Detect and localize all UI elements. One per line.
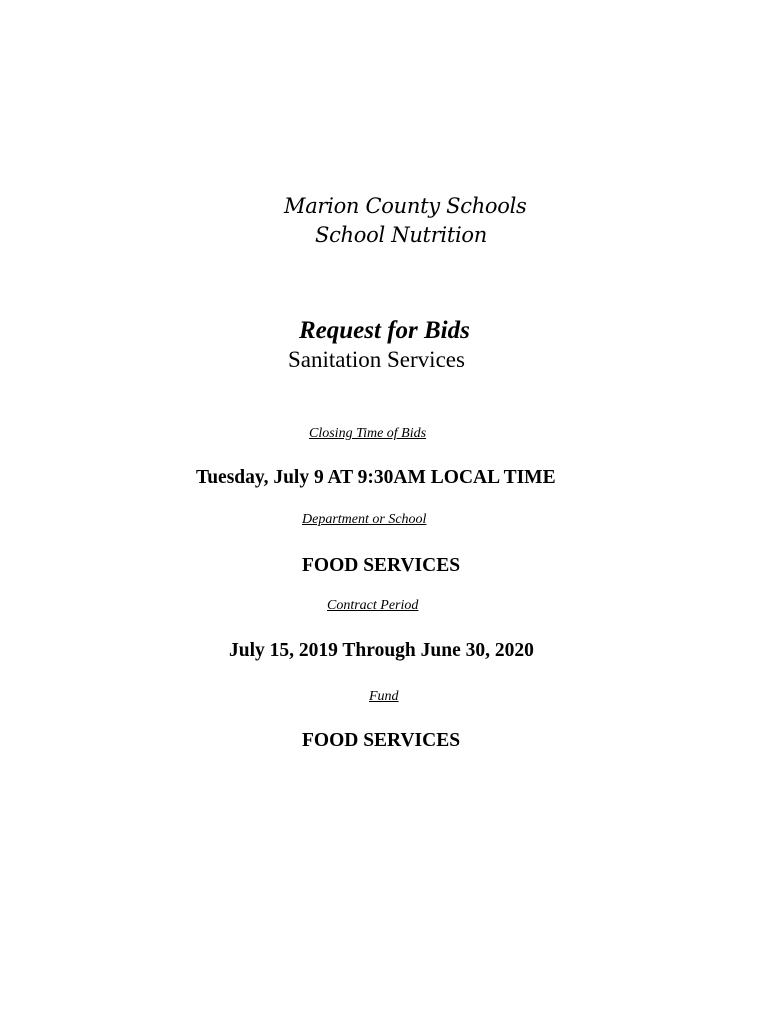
contract-period-value: July 15, 2019 Through June 30, 2020 — [229, 640, 534, 661]
fund-value: FOOD SERVICES — [302, 730, 461, 751]
department-or-school-value: FOOD SERVICES — [302, 555, 461, 576]
department-or-school-label: Department or School — [302, 512, 427, 527]
organization-name: Marion County Schools — [284, 194, 527, 218]
closing-time-label: Closing Time of Bids — [309, 426, 427, 441]
department-name: School Nutrition — [315, 223, 487, 247]
document-title: Request for Bids — [299, 317, 470, 344]
document-subtitle: Sanitation Services — [288, 347, 465, 372]
contract-period-label: Contract Period — [327, 598, 419, 613]
fund-label: Fund — [369, 689, 399, 704]
closing-time-value: Tuesday, July 9 AT 9:30AM LOCAL TIME — [196, 467, 556, 488]
